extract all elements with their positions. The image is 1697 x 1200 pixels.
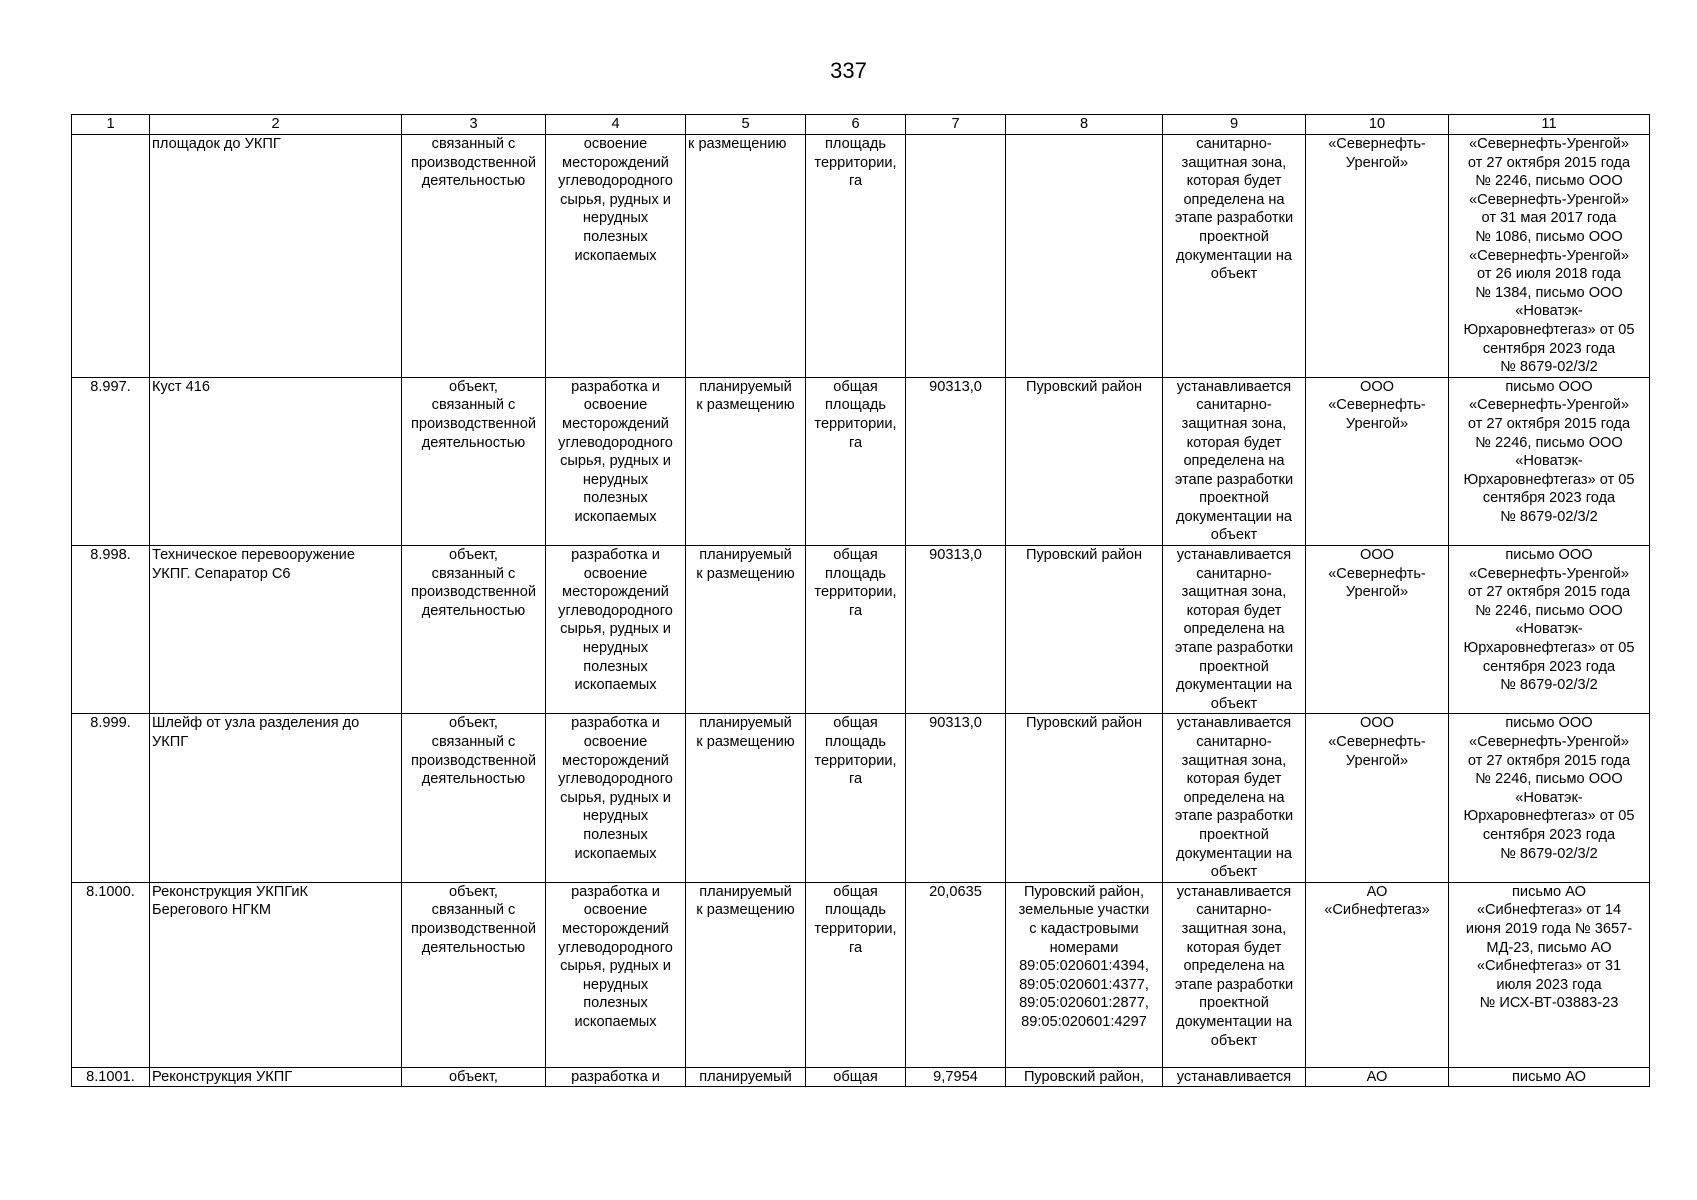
table-row	[72, 882, 1650, 1067]
row-number	[72, 135, 150, 378]
object-status: планируемый к размещению	[686, 714, 806, 882]
object-name: Техническое перевооружение УКПГ. Сепаратор С6	[150, 546, 402, 714]
object-type: объект,	[402, 1067, 546, 1087]
operator: «Севернефть- Уренгой»	[1306, 135, 1449, 378]
area-value: 20,0635	[906, 882, 1006, 1067]
object-purpose: разработка и	[546, 1067, 686, 1087]
column-header: 2	[150, 115, 402, 135]
column-header: 1	[72, 115, 150, 135]
table-header-row	[72, 115, 1650, 135]
characteristic: общая площадь территории, га	[806, 714, 906, 882]
characteristic: общая	[806, 1067, 906, 1087]
object-purpose: освоение месторождений углеводородного сырья, рудных и нерудных полезных ископаемых	[546, 135, 686, 378]
row-number: 8.1001.	[72, 1067, 150, 1087]
page-number: 337	[830, 58, 867, 83]
object-name: Шлейф от узла разделения до УКПГ	[150, 714, 402, 882]
basis-document: письмо АО	[1449, 1067, 1650, 1087]
operator: АО «Сибнефтегаз»	[1306, 882, 1449, 1067]
object-type: объект, связанный с производственной деятельностью	[402, 377, 546, 545]
zone-description: устанавливается санитарно- защитная зона, которая будет определена на этапе разработки проектной документации на объект	[1163, 714, 1306, 882]
row-number: 8.999.	[72, 714, 150, 882]
location: Пуровский район	[1006, 377, 1163, 545]
column-header: 3	[402, 115, 546, 135]
table-row	[72, 546, 1650, 714]
characteristic: площадь территории, га	[806, 135, 906, 378]
location	[1006, 135, 1163, 378]
object-name: Куст 416	[150, 377, 402, 545]
table-row	[72, 135, 1650, 378]
column-header: 10	[1306, 115, 1449, 135]
characteristic: общая площадь территории, га	[806, 882, 906, 1067]
object-type: объект, связанный с производственной деятельностью	[402, 882, 546, 1067]
object-name: Реконструкция УКПГ	[150, 1067, 402, 1087]
basis-document: письмо АО «Сибнефтегаз» от 14 июня 2019 года № 3657- МД-23, письмо АО «Сибнефтегаз» от 31 июля 2023 года № ИСХ-ВТ-03883-23	[1449, 882, 1650, 1067]
zone-description: устанавливается санитарно- защитная зона, которая будет определена на этапе разработки проектной документации на объект	[1163, 377, 1306, 545]
area-value: 90313,0	[906, 714, 1006, 882]
location: Пуровский район, земельные участки с кадастровыми номерами 89:05:020601:4394, 89:05:020601:4377, 89:05:020601:2877, 89:05:020601:4297	[1006, 882, 1163, 1067]
operator: АО	[1306, 1067, 1449, 1087]
zone-description: санитарно- защитная зона, которая будет определена на этапе разработки проектной документации на объект	[1163, 135, 1306, 378]
object-type: объект, связанный с производственной деятельностью	[402, 546, 546, 714]
object-status: планируемый к размещению	[686, 882, 806, 1067]
area-value	[906, 135, 1006, 378]
object-status: планируемый к размещению	[686, 377, 806, 545]
column-header: 6	[806, 115, 906, 135]
object-purpose: разработка и освоение месторождений углеводородного сырья, рудных и нерудных полезных ископаемых	[546, 882, 686, 1067]
basis-document: письмо ООО «Севернефть-Уренгой» от 27 октября 2015 года № 2246, письмо ООО «Новатэк- Юрхаровнефтегаз» от 05 сентября 2023 года № 8679-02/3/2	[1449, 714, 1650, 882]
registry-table	[71, 114, 1650, 1087]
column-header: 11	[1449, 115, 1650, 135]
characteristic: общая площадь территории, га	[806, 546, 906, 714]
object-purpose: разработка и освоение месторождений углеводородного сырья, рудных и нерудных полезных ископаемых	[546, 377, 686, 545]
table-row	[72, 1067, 1650, 1087]
object-purpose: разработка и освоение месторождений углеводородного сырья, рудных и нерудных полезных ископаемых	[546, 546, 686, 714]
operator: ООО «Севернефть- Уренгой»	[1306, 546, 1449, 714]
column-header: 7	[906, 115, 1006, 135]
row-number: 8.1000.	[72, 882, 150, 1067]
location: Пуровский район,	[1006, 1067, 1163, 1087]
operator: ООО «Севернефть- Уренгой»	[1306, 377, 1449, 545]
basis-document: «Севернефть-Уренгой» от 27 октября 2015 года № 2246, письмо ООО «Севернефть-Уренгой» от 31 мая 2017 года № 1086, письмо ООО «Севернефть-Уренгой» от 26 июля 2018 года № 1384, письмо ООО «Новатэк- Юрхаровнефтегаз» от 05 сентября 2023 года № 8679-02/3/2	[1449, 135, 1650, 378]
object-type: объект, связанный с производственной деятельностью	[402, 714, 546, 882]
table-row	[72, 714, 1650, 882]
object-purpose: разработка и освоение месторождений углеводородного сырья, рудных и нерудных полезных ископаемых	[546, 714, 686, 882]
column-header: 4	[546, 115, 686, 135]
column-header: 5	[686, 115, 806, 135]
zone-description: устанавливается санитарно- защитная зона, которая будет определена на этапе разработки проектной документации на объект	[1163, 882, 1306, 1067]
object-name: Реконструкция УКПГиК Берегового НГКМ	[150, 882, 402, 1067]
area-value: 90313,0	[906, 377, 1006, 545]
location: Пуровский район	[1006, 546, 1163, 714]
object-name: площадок до УКПГ	[150, 135, 402, 378]
area-value: 90313,0	[906, 546, 1006, 714]
object-status: планируемый	[686, 1067, 806, 1087]
object-status: к размещению	[686, 135, 806, 378]
zone-description: устанавливается	[1163, 1067, 1306, 1087]
area-value: 9,7954	[906, 1067, 1006, 1087]
column-header: 9	[1163, 115, 1306, 135]
basis-document: письмо ООО «Севернефть-Уренгой» от 27 октября 2015 года № 2246, письмо ООО «Новатэк- Юрхаровнефтегаз» от 05 сентября 2023 года № 8679-02/3/2	[1449, 377, 1650, 545]
column-header: 8	[1006, 115, 1163, 135]
operator: ООО «Севернефть- Уренгой»	[1306, 714, 1449, 882]
row-number: 8.997.	[72, 377, 150, 545]
basis-document: письмо ООО «Севернефть-Уренгой» от 27 октября 2015 года № 2246, письмо ООО «Новатэк- Юрхаровнефтегаз» от 05 сентября 2023 года № 8679-02/3/2	[1449, 546, 1650, 714]
location: Пуровский район	[1006, 714, 1163, 882]
table-row	[72, 377, 1650, 545]
row-number: 8.998.	[72, 546, 150, 714]
object-type: связанный с производственной деятельностью	[402, 135, 546, 378]
characteristic: общая площадь территории, га	[806, 377, 906, 545]
object-status: планируемый к размещению	[686, 546, 806, 714]
zone-description: устанавливается санитарно- защитная зона, которая будет определена на этапе разработки проектной документации на объект	[1163, 546, 1306, 714]
